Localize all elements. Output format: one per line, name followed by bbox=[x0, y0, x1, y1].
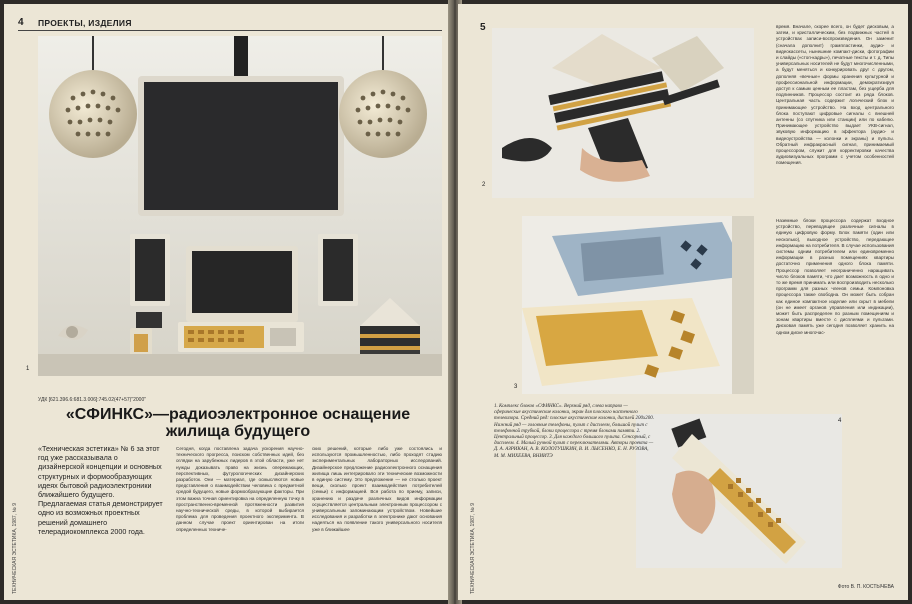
left-page bbox=[4, 4, 452, 600]
handheld-remote-illustration bbox=[636, 414, 842, 568]
figure-2-photo bbox=[492, 28, 754, 198]
right-page bbox=[458, 4, 908, 600]
article-title bbox=[38, 406, 438, 440]
left-running-footer: ТЕХНИЧЕСКАЯ ЭСТЕТИКА, 1987, № 9 bbox=[12, 503, 18, 594]
left-page-number: 4 bbox=[18, 17, 24, 28]
figure-captions: 1. Комплекс блоков «СФИНКС». Верхний ряд, слева направо — сферические акустические колонки, экран для плоского настенного телевизора. Средний ряд: плоские акустические колонки, дисплей 200х200. Нижний ряд — головные телефоны, пульт с дисплеем, большой пульт с телефонной трубкой, блоки процессора с тремя блоками памяти. 2. Центральный процессор. 3. Для каждого большого пульта. Сенсорный, с дисплеем. 4. Малый ручной пульт с переключателями. Авторы проекта — Д. А. АЗРИКАН, А. В. КОЛОТУШКИН, В. И. ЛЫСЕНКО, Е. Н. РУЗОВА, М. М. МИХЕЕВА, ВНИИТЭ bbox=[494, 404, 654, 459]
title-subtitle: —радиоэлектронное оснащение жилища будущего bbox=[153, 406, 411, 440]
right-column-middle: Наземные блоки процессора содержат входное устройство, переводящее различные сигналы в единую цифровую форму. Блок памяти (один или несколько), выходное устройство, передающее информацию на потребителя. В случае использования системы одним потребителем или единовременно информации в разных помещениях квартиры достаточно применения одного блока памяти. Процессор позволяет неограниченно наращивать число блоков памяти, что дает возможность в одно и то же время принимать или воспроизводить несколько программ для разных членов семьи. Компоновка процессора также свободна. Он может быть собран как единое компактное изделие или скрыт в мебели (он не имеет органов управления или индикации), может быть распределен по разным помещениям и зонам квартиры вместе с дисплеями и пультами. Дисковая память уже сегодня позволяет хранить на одном диске многочас- bbox=[776, 218, 894, 335]
title-product-name: «СФИНКС» bbox=[65, 406, 153, 423]
figure-3-photo bbox=[522, 216, 754, 394]
right-running-footer: ТЕХНИЧЕСКАЯ ЭСТЕТИКА, 1987, № 9 bbox=[470, 503, 476, 594]
sphinx-complex-illustration bbox=[38, 36, 442, 376]
small-handset-base bbox=[136, 312, 162, 328]
wall-tv-screen bbox=[144, 82, 338, 210]
body-column-1: Сегодня, когда поставлена задача ускорения научно-технического прогресса, поиском собственных идей, без оглядки на зарубежных лидеров в этой области, уже нет нужды доказывать право на жизнь опережающих, перспективных, футурологических дизайнерских разработок. Они — материал, где осмысляются новые представления о взаимодействии человека с предметной средой будущего, новые формообразующие факторы. При этом важна точная ориентировка на определенную точку в пространственно-временной протяженности развития научно-технической среды, в которой выбирается проблема для проведения проектного эксперимента. В данном случае проект ориентирован на итоги определенных техниче- bbox=[176, 446, 304, 532]
figure-1-photo bbox=[38, 36, 442, 376]
header-rule bbox=[18, 30, 442, 31]
section-heading: ПРОЕКТЫ, ИЗДЕЛИЯ bbox=[38, 18, 132, 28]
left-spherical-speaker bbox=[49, 70, 137, 158]
body-column-2: ских решений, которые либо уже состоялись и используются промышленностью, либо проходят стадию экспериментальных лабораторных исследований. Дизайнерское предложение радиоэлектронного оснащения жилища лишь интегрировало эти технические возможности в единую систему. Это предложение — не столько проект вещи, сколько проект взаимодействия потребителей (семьи) с информацией. Вся работа по приему, записи, хранению и раздаче различных видов информации осуществляется центральным электронным процессором с универсальным запоминающим устройством. Новейшие исследования и разработки в электронике дают основания надеяться на появление такого универсального носителя уже в ближайшее bbox=[312, 446, 442, 532]
figure-4-photo bbox=[636, 414, 842, 568]
figure-4-number: 4 bbox=[838, 418, 842, 424]
figure-1-number: 1 bbox=[26, 366, 30, 372]
right-column-top: время. Вначале, скорее всего, он будет дисковым, а затем, и кристаллическим, без подвижных частей в устройствах записи-воспроизведения. Он заменит (сначала дополнит) грампластинки, аудио- и видеокассеты, нынешние компакт-диски, фотографии и слайды («стоп-кадры»), печатные тексты и т. д. Типы универсальных носителей не будут многочисленными, а будут меняться и конкурировать друг с другом, дополняя «вечные» формы хранения культурной и профессиональной информации, демократизируя доступ к самым ценным ее пластам, без ущерба для подлинников. Процессор состоит из ряда блоков. Центральная часть содержит логический блок и принимающее устройство. На вход центрального блока поступают цифровые сигналы с внешней антенны (со спутника или станции) или по кабелю. Принимающее устройство выдает УКВ-сигнал, звуковую информацию в эффектора (аудио- и видеоустройства — колонки и экраны) и пульты. Обратный инфракрасный сигнал, принимаемый процессором, служит для корректировки качества аудиовизуальных программ с учетом особенностей помещения. bbox=[776, 24, 894, 166]
photo-credit: Фото В. П. КОСТЫЧЕВА bbox=[837, 584, 894, 590]
lead-paragraph: «Техническая эстетика» № 6 за этот год уже рассказывала о дизайнерской концепции и основных структурных и формообразующих идеях бытовой радиоэлектроники ближайшего будущего. Предлагаемая статья демонстрирует одно из возможных проектных решений домашнего телерадиокомплекса 2000 года. bbox=[38, 444, 163, 536]
udk-code: УДК [621.396.6:681.3.006]:745.02(47+57)"2000" bbox=[38, 397, 147, 403]
sensor-console-illustration bbox=[522, 216, 754, 394]
figure-3-number: 3 bbox=[514, 384, 518, 390]
figure-2-number: 2 bbox=[482, 182, 486, 188]
right-page-number: 5 bbox=[480, 22, 486, 33]
right-spherical-speaker bbox=[339, 70, 427, 158]
central-processor-illustration bbox=[492, 28, 754, 198]
